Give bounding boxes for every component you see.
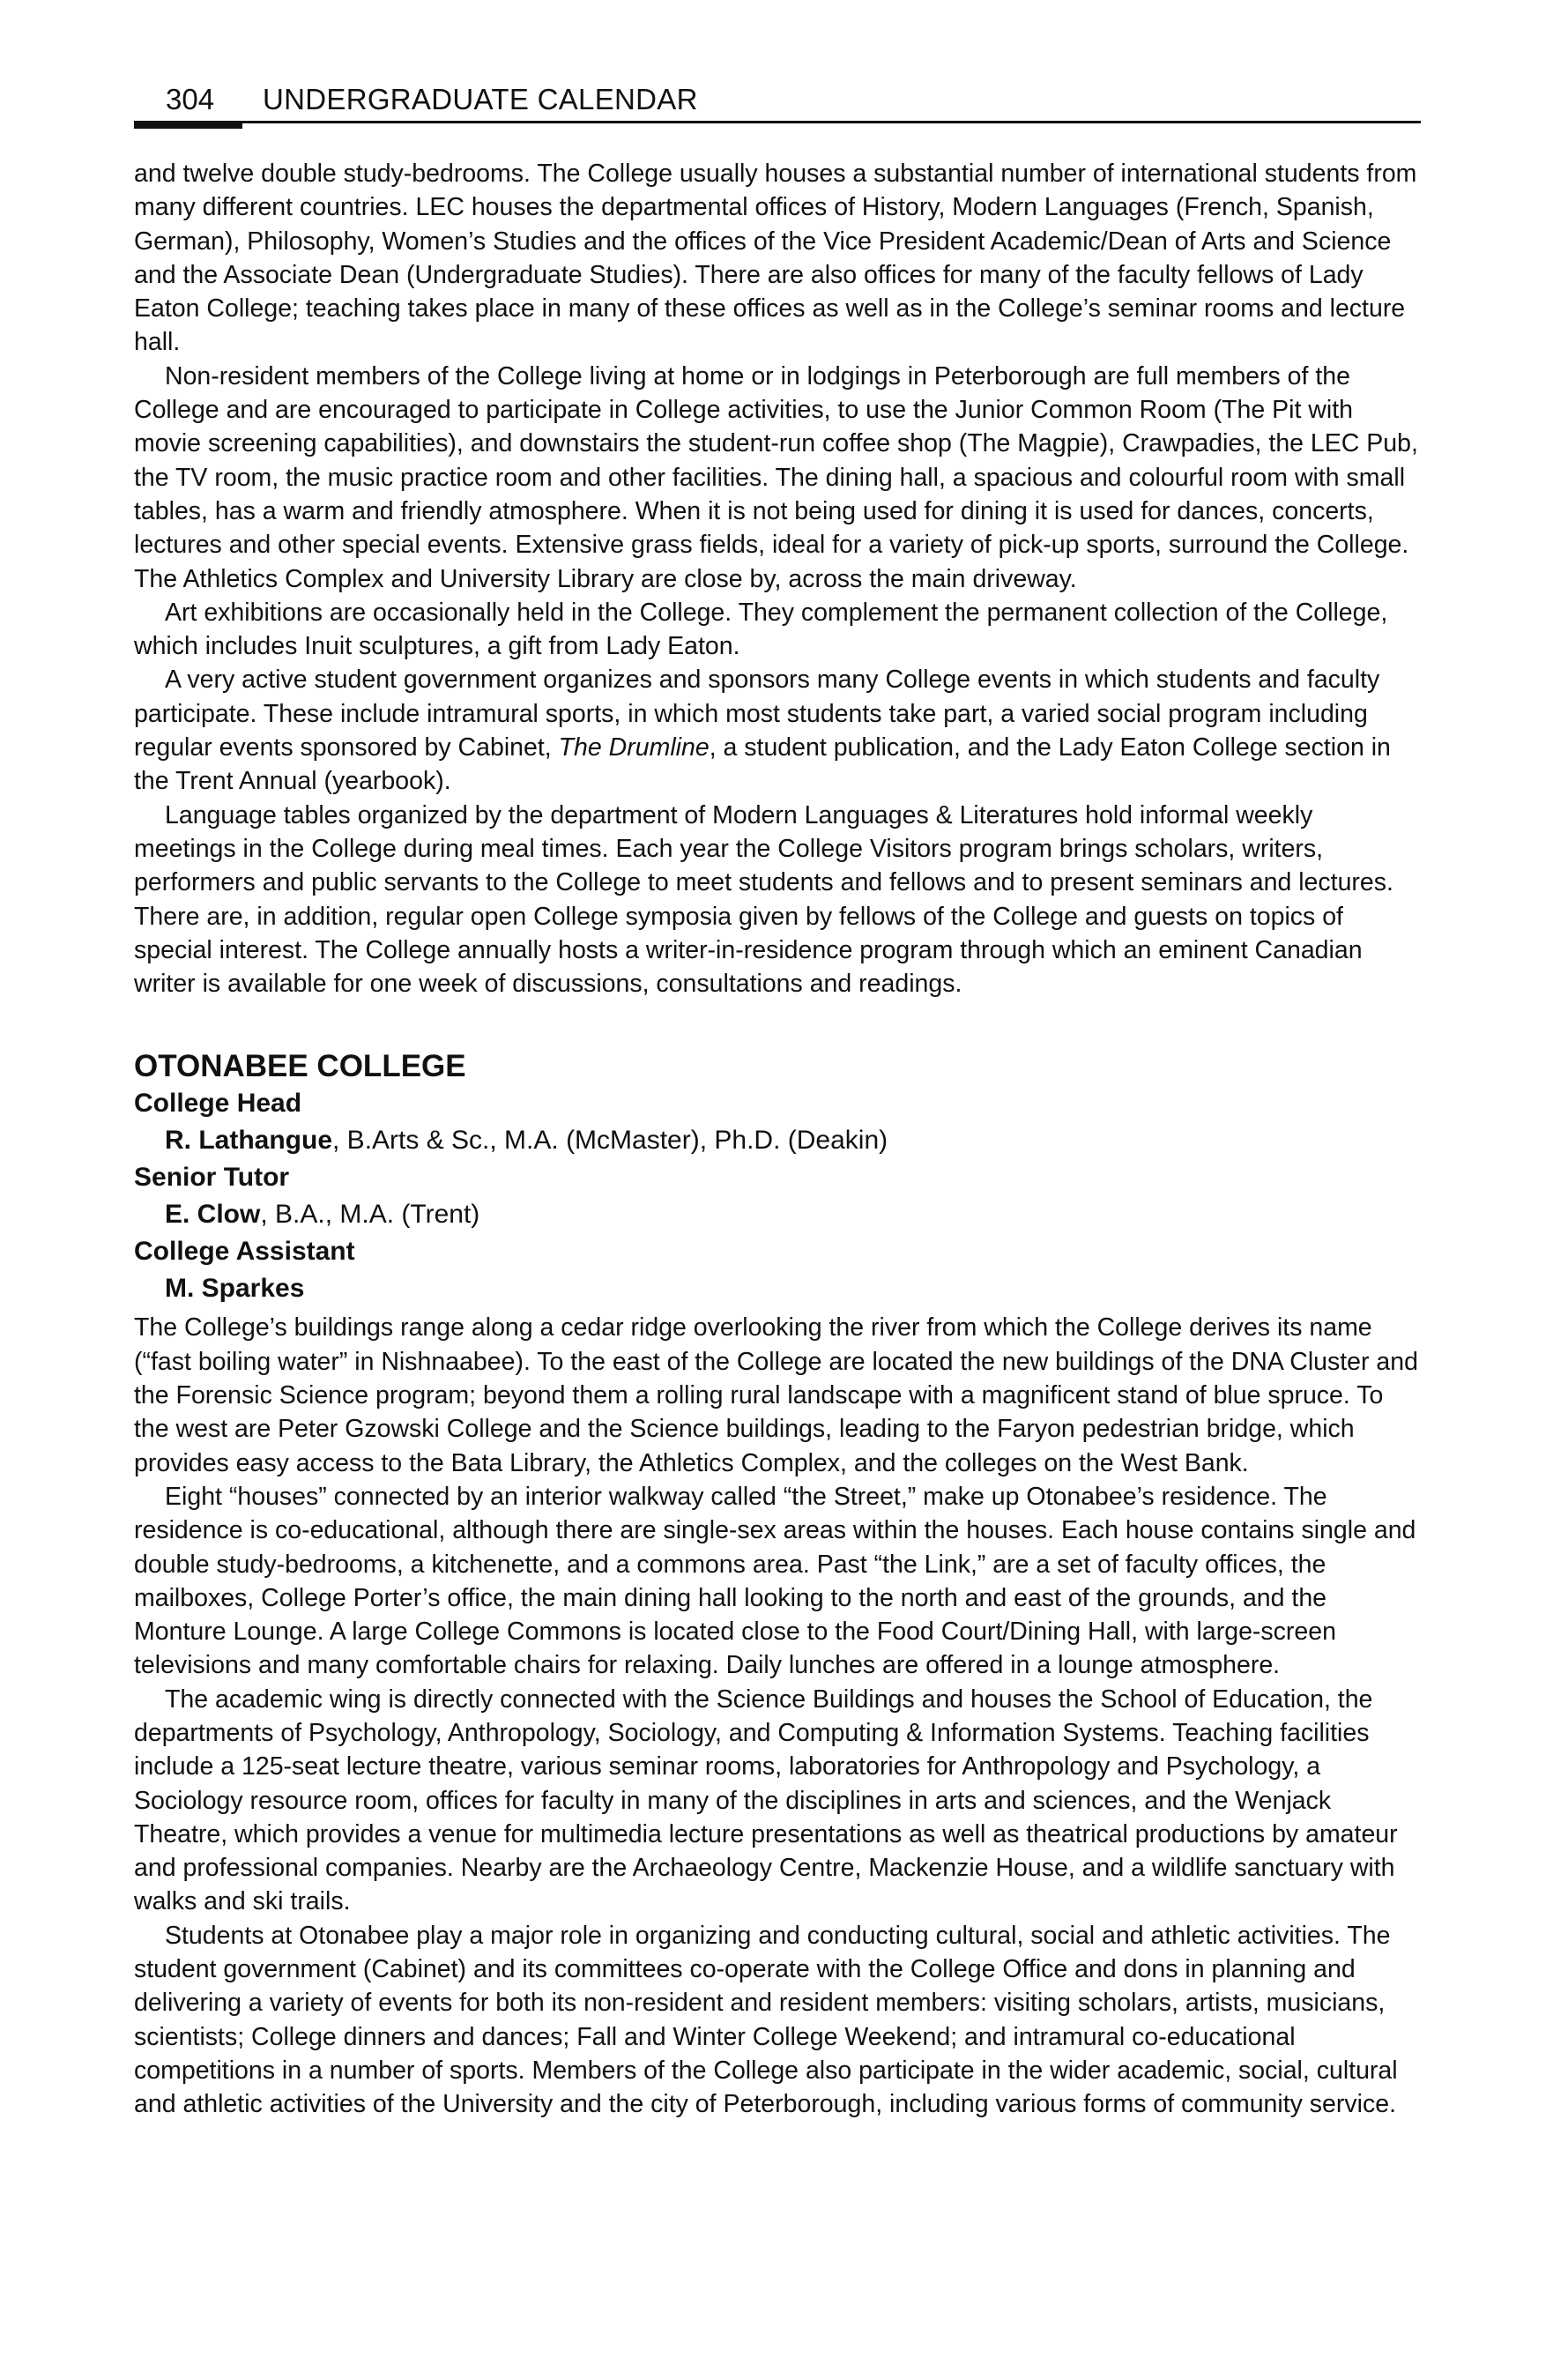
staff-person — [134, 1196, 1421, 1233]
staff-credentials: , B.Arts & Sc., M.A. (McMaster), Ph.D. (Deakin) — [332, 1126, 888, 1156]
staff-role: College Assistant — [134, 1237, 355, 1267]
staff-credentials: , B.A., M.A. (Trent) — [260, 1200, 480, 1230]
running-head: UNDERGRADUATE CALENDAR — [263, 83, 698, 115]
paragraph-text: , a student publication, and the Lady Eaton College section in the Trent Annual (yearbook). — [134, 733, 1391, 796]
otonabee-paragraph-1: The College’s buildings range along a cedar ridge overlooking the river from which the College derives its name (“fast boiling water” in Nishnaabee). To the east of the College are located the new buildings of the DNA Cluster and the Forensic Science program; beyond them a rolling rural landscape with a magnificent stand of blue spruce. To the west are Peter Gzowski College and the Science buildings, leading to the Faryon pedestrian bridge, which provides easy access to the Bata Library, the Athletics Complex, and the colleges on the West Bank. — [134, 1313, 1418, 1477]
staff-name: E. Clow — [165, 1200, 261, 1230]
header-rule — [134, 121, 1421, 123]
lady-eaton-paragraph-1: and twelve double study-bedrooms. The College usually houses a substantial number of international students from many different countries. LEC houses the departmental offices of History, Modern Languages (French, Spanish, German), Philosophy, Women’s Studies and the offices of the Vice President Academic/Dean of Arts and Science and the Associate Dean (Undergraduate Studies). There are also offices for many of the faculty fellows of Lady Eaton College; teaching takes place in many of these offices as well as in the College’s seminar rooms and lecture hall. — [134, 160, 1417, 357]
header-tab-marker — [134, 121, 242, 129]
page-body — [134, 157, 1421, 2122]
otonabee-paragraph-2: Eight “houses” connected by an interior walkway called “the Street,” make up Otonabee’s residence. The residence is co-educational, although there are single-sex areas within the houses. Each house contains single and double study-bedrooms, a kitchenette, and a commons area. Past “the Link,” are a set of faculty offices, the mailboxes, College Porter’s office, the main dining hall looking to the north and east of the grounds, and the Monture Lounge. A large College Commons is located close to the Food Court/Dining Hall, with large-screen televisions and many comfortable chairs for relaxing. Daily lunches are offered in a lounge atmosphere. — [134, 1482, 1416, 1680]
section-title: OTONABEE COLLEGE — [134, 1049, 466, 1084]
publication-title: The Drumline — [558, 733, 710, 762]
staff-person — [134, 1122, 1421, 1159]
lady-eaton-paragraph-4 — [134, 663, 1421, 798]
staff-name: M. Sparkes — [165, 1274, 305, 1304]
staff-list — [134, 1085, 1421, 1307]
staff-name: R. Lathangue — [165, 1126, 333, 1156]
lady-eaton-paragraph-3: Art exhibitions are occasionally held in the College. They complement the permanent collection of the College, which includes Inuit sculptures, a gift from Lady Eaton. — [134, 598, 1388, 661]
lady-eaton-paragraph-2: Non-resident members of the College living at home or in lodgings in Peterborough are full members of the College and are encouraged to participate in College activities, to use the Junior Common Room (The Pit with movie screening capabilities), and downstairs the student-run coffee shop (The Magpie), Crawpadies, the LEC Pub, the TV room, the music practice room and other facilities. The dining hall, a spacious and colourful room with small tables, has a warm and friendly atmosphere. When it is not being used for dining it is used for dances, concerts, lectures and other special events. Extensive grass fields, ideal for a variety of pick-up sports, surround the College. The Athletics Complex and University Library are close by, across the main driveway. — [134, 361, 1418, 593]
staff-person — [134, 1270, 1421, 1307]
page-number: 304 — [166, 83, 215, 115]
otonabee-paragraph-4: Students at Otonabee play a major role in organizing and conducting cultural, social and athletic activities. The student government (Cabinet) and its committees co-operate with the College Office and dons in planning and delivering a variety of events for both its non-resident and resident members: visiting scholars, artists, musicians, scientists; College dinners and dances; Fall and Winter College Weekend; and intramural co-educational competitions in a number of sports. Members of the College also participate in the wider academic, social, cultural and athletic activities of the University and the city of Peterborough, including various forms of community service. — [134, 1921, 1398, 2119]
paragraph-text: A very active student government organizes and sponsors many College events in which students and faculty participate. These include intramural sports, in which most students take part, a varied social program including regular events sponsored by Cabinet, — [134, 666, 1380, 762]
lady-eaton-paragraph-5: Language tables organized by the department of Modern Languages & Literatures hold informal weekly meetings in the College during meal times. Each year the College Visitors program brings scholars, writers, performers and public servants to the College to meet students and fellows and to present seminars and lectures. There are, in addition, regular open College symposia given by fellows of the College and guests on topics of special interest. The College annually hosts a writer-in-residence program through which an eminent Canadian writer is available for one week of discussions, consultations and readings. — [134, 800, 1393, 999]
page-header — [134, 81, 1421, 134]
otonabee-paragraph-3: The academic wing is directly connected with the Science Buildings and houses the School of Education, the departments of Psychology, Anthropology, Sociology, and Computing & Information Systems. Teaching facilities include a 125-seat lecture theatre, various seminar rooms, laboratories for Anthropology and Psychology, a Sociology resource room, offices for faculty in many of the disciplines in arts and sciences, and the Wenjack Theatre, which provides a venue for multimedia lecture presentations as well as theatrical productions by amateur and professional companies. Nearby are the Archaeology Centre, Mackenzie House, and a wildlife sanctuary with walks and ski trails. — [134, 1685, 1398, 1916]
staff-role: College Head — [134, 1089, 302, 1119]
staff-role: Senior Tutor — [134, 1163, 290, 1193]
